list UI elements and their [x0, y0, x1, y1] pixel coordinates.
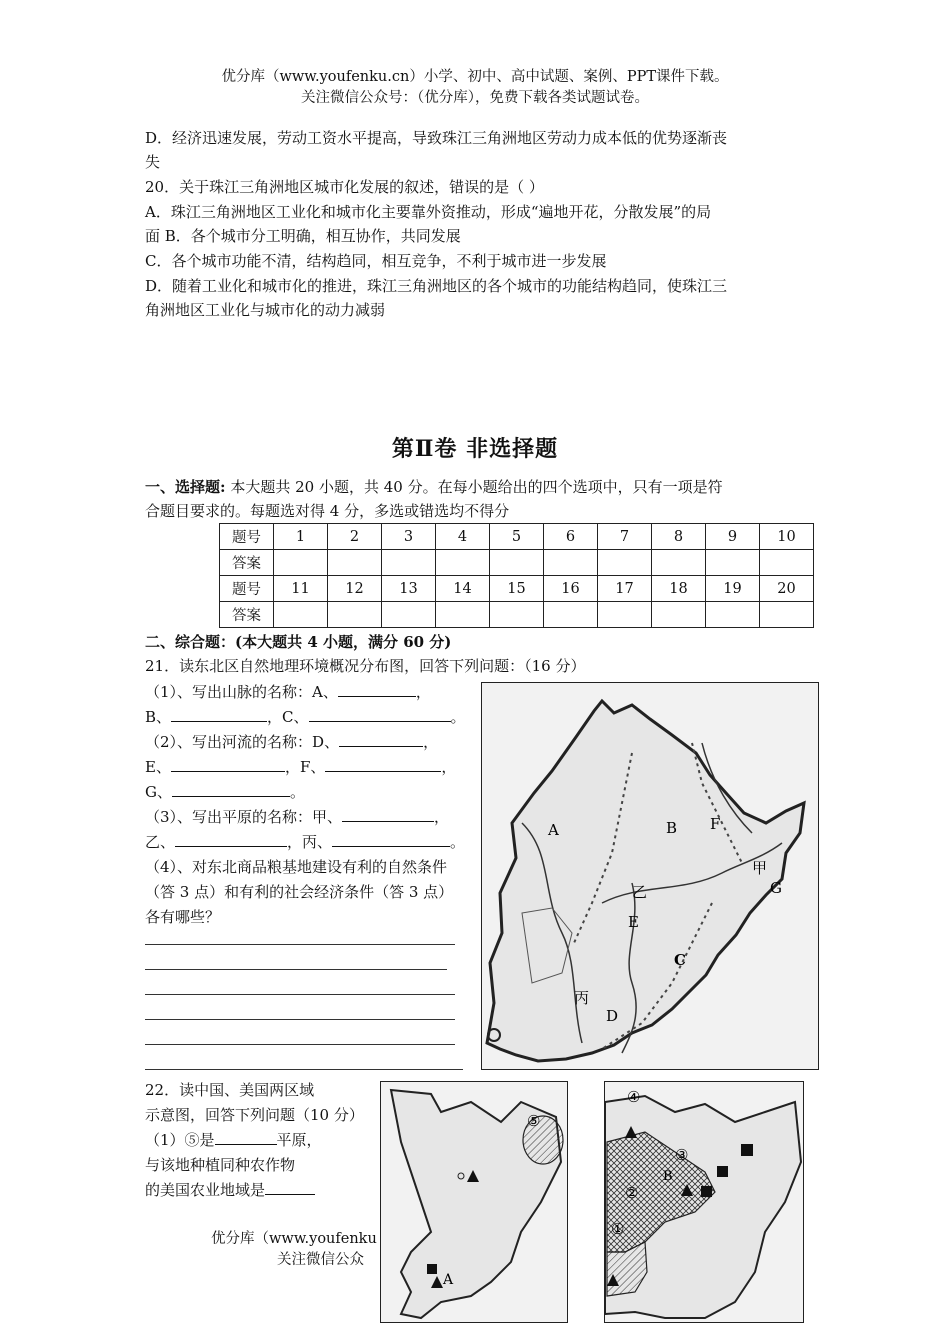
table-cell: 11 [274, 576, 328, 602]
q22-part1-line1 [145, 1128, 322, 1152]
section2-heading: 二、综合题：(本大题共 4 小题，满分 60 分) [145, 633, 452, 651]
table-cell: 3 [382, 524, 436, 550]
q21-part3-line1: （3）、写出平原的名称：甲、 ， [145, 805, 449, 829]
q19-option-d-line2: 失 [145, 153, 161, 171]
table-label-num: 题号 [220, 576, 274, 602]
answer-blank-a[interactable] [338, 680, 416, 697]
q21-part2-line1: （2）、写出河流的名称：D、 ， [145, 730, 438, 754]
table-cell: 20 [760, 576, 814, 602]
usa-map-drawing [605, 1082, 803, 1322]
answer-cell[interactable] [490, 602, 544, 628]
map-label-bing: 丙 [574, 989, 590, 1007]
table-label-num: 题号 [220, 524, 274, 550]
q21-part4-line3: 各有哪些？ [145, 908, 221, 926]
answer-cell[interactable] [328, 602, 382, 628]
answer-table [219, 523, 814, 628]
q20-option-a-line2: 面 B．各个城市分工明确，相互协作，共同发展 [145, 227, 461, 245]
map-label-f: F [710, 815, 721, 833]
table-label-ans: 答案 [220, 602, 274, 628]
answer-cell[interactable] [598, 602, 652, 628]
answer-cell[interactable] [706, 550, 760, 576]
answer-cell[interactable] [436, 602, 490, 628]
table-cell: 14 [436, 576, 490, 602]
answer-line[interactable] [145, 969, 447, 970]
q20-option-d-line2: 角洲地区工业化与城市化的动力减弱 [145, 301, 386, 319]
part2-title: 第Ⅱ卷 非选择题 [391, 436, 559, 462]
map-label-yi: 乙 [632, 883, 648, 901]
table-cell: 7 [598, 524, 652, 550]
answer-cell[interactable] [274, 602, 328, 628]
map-label-circle4: ④ [627, 1088, 641, 1106]
answer-blank-f[interactable] [325, 755, 441, 772]
table-cell: 12 [328, 576, 382, 602]
q21-label-e: E、 [145, 758, 171, 776]
q21-part1-line1: （1）、写出山脉的名称：A、 ， [145, 680, 431, 704]
northeast-map-drawing [482, 683, 818, 1069]
q21-part3-label: （3）、写出平原的名称：甲、 [145, 808, 343, 826]
china-map-drawing [381, 1082, 567, 1322]
q22-stem-line1: 22．读中国、美国两区域 [145, 1081, 315, 1099]
answer-cell[interactable] [760, 550, 814, 576]
q20-option-d-line1: D．随着工业化和城市化的推进，珠江三角洲地区的各个城市的功能结构趋同，使珠江三 [145, 277, 728, 295]
answer-blank-region[interactable] [265, 1178, 315, 1195]
q21-part1-line2: B、 ，C、 。 [145, 705, 466, 729]
footer-line-2: 关注微信公众 [277, 1252, 364, 1268]
answer-cell[interactable] [544, 602, 598, 628]
q20-stem: 20．关于珠江三角洲地区城市化发展的叙述，错误的是（ ） [145, 178, 544, 196]
q21-part2-line3: G、 。 [145, 780, 305, 804]
section1-line2: 合题目要求的。每题选对得 4 分，多选或错选均不得分 [145, 502, 510, 520]
map-label-a: A [548, 821, 559, 839]
header-line-2: 关注微信公众号：（优分库），免费下载各类试题试卷。 [301, 90, 649, 106]
answer-cell[interactable] [274, 550, 328, 576]
answer-cell[interactable] [652, 550, 706, 576]
mineral-square [701, 1186, 712, 1197]
q21-label-f: ，F、 [284, 758, 326, 776]
answer-line[interactable] [145, 944, 455, 945]
answer-cell[interactable] [328, 550, 382, 576]
map-label-circle1: ① [611, 1220, 625, 1238]
answer-blank-jia[interactable] [342, 805, 434, 822]
q21-part1-label: （1）、写出山脉的名称：A、 [145, 683, 338, 701]
q22-part1-line3 [145, 1178, 315, 1202]
mineral-square [717, 1166, 728, 1177]
table-cell: 18 [652, 576, 706, 602]
answer-table-row [220, 602, 814, 628]
map-label-circle5: ⑤ [527, 1112, 541, 1130]
q21-label-b: B、 [145, 708, 172, 726]
table-cell: 4 [436, 524, 490, 550]
answer-cell[interactable] [598, 550, 652, 576]
answer-table-row [220, 524, 814, 550]
table-cell: 5 [490, 524, 544, 550]
q22-part1-line2: 与该地种植同种农作物 [145, 1156, 296, 1174]
answer-cell[interactable] [652, 602, 706, 628]
q21-part3-line2: 乙、 ，丙、 。 [145, 830, 465, 854]
answer-blank-plain[interactable] [215, 1128, 277, 1145]
map-label-a2: A [443, 1272, 454, 1288]
section1-line1 [145, 475, 723, 499]
answer-cell[interactable] [544, 550, 598, 576]
q22-part1-line3-label: 的美国农业地域是 [145, 1181, 266, 1199]
q21-label-c: ，C、 [267, 708, 309, 726]
answer-cell[interactable] [706, 602, 760, 628]
map-label-b: B [666, 819, 678, 837]
map-label-c: C [674, 951, 686, 969]
header-line-1: 优分库（www.youfenku.cn）小学、初中、高中试题、案例、PPT课件下载。 [221, 69, 729, 85]
q21-label-bing: ，丙、 [287, 833, 333, 851]
answer-cell[interactable] [436, 550, 490, 576]
table-cell: 16 [544, 576, 598, 602]
usa-region-map [604, 1081, 804, 1323]
q21-label-yi: 乙、 [145, 833, 176, 851]
map-label-circle2: ② [625, 1184, 639, 1202]
answer-cell[interactable] [382, 550, 436, 576]
q20-option-c: C．各个城市功能不清，结构趋同，相互竞争，不利于城市进一步发展 [145, 252, 607, 270]
q21-part4-line2: （答 3 点）和有利的社会经济条件（答 3 点） [145, 883, 454, 901]
answer-blank-b[interactable] [171, 705, 267, 722]
answer-blank-e[interactable] [171, 755, 285, 772]
answer-table-row [220, 550, 814, 576]
answer-line[interactable] [145, 1069, 463, 1070]
q21-part4-line1: （4）、对东北商品粮基地建设有利的自然条件 [145, 858, 448, 876]
map-label-g: G [770, 879, 782, 897]
northeast-china-map [481, 682, 819, 1070]
table-cell: 6 [544, 524, 598, 550]
answer-blank-yi[interactable] [175, 830, 287, 847]
mineral-square [741, 1144, 753, 1156]
table-cell: 13 [382, 576, 436, 602]
table-cell: 9 [706, 524, 760, 550]
table-cell: 8 [652, 524, 706, 550]
map-label-jia: 甲 [752, 859, 768, 877]
mineral-square [427, 1264, 437, 1274]
q22-part1-label: （1）⑤是 [145, 1131, 215, 1149]
answer-table-row [220, 576, 814, 602]
table-cell: 17 [598, 576, 652, 602]
answer-blank-d[interactable] [339, 730, 423, 747]
q21-label-g: G、 [145, 783, 172, 801]
section1-heading: 一、选择题: [145, 478, 226, 496]
q21-part2-label: （2）、写出河流的名称：D、 [145, 733, 340, 751]
table-cell: 19 [706, 576, 760, 602]
answer-line[interactable] [145, 1019, 455, 1020]
answer-line[interactable] [145, 994, 455, 995]
map-label-circle3: ③ [675, 1146, 689, 1164]
answer-cell[interactable] [760, 602, 814, 628]
answer-blank-g[interactable] [172, 780, 290, 797]
table-cell: 1 [274, 524, 328, 550]
q19-option-d-line1: D．经济迅速发展，劳动工资水平提高，导致珠江三角洲地区劳动力成本低的优势逐渐丧 [145, 129, 728, 147]
table-label-ans: 答案 [220, 550, 274, 576]
table-cell: 2 [328, 524, 382, 550]
table-cell: 10 [760, 524, 814, 550]
q21-part2-line2: E、 ，F、 ， [145, 755, 456, 779]
q21-stem: 21．读东北区自然地理环境概况分布图，回答下列问题：（16 分） [145, 657, 586, 675]
region-outline [487, 701, 804, 1061]
q20-option-a-line1: A．珠江三角洲地区工业化和城市化主要靠外资推动，形成“遍地开花，分散发展”的局 [145, 203, 712, 221]
answer-blank-bing[interactable] [332, 830, 450, 847]
q22-part1-suffix: 平原， [276, 1131, 322, 1149]
section1-text-1: 本大题共 20 小题，共 40 分。在每小题给出的四个选项中，只有一项是符 [230, 478, 723, 496]
china-region-map [380, 1081, 568, 1323]
answer-blank-c[interactable] [309, 705, 451, 722]
map-label-b2: B [663, 1169, 673, 1184]
q22-stem-line2: 示意图，回答下列问题（10 分） [145, 1106, 364, 1124]
answer-cell[interactable] [382, 602, 436, 628]
map-label-e: E [628, 913, 639, 931]
answer-line[interactable] [145, 1044, 455, 1045]
map-label-d: D [606, 1007, 619, 1025]
footer-line-1: 优分库（www.youfenku [211, 1231, 377, 1247]
table-cell: 15 [490, 576, 544, 602]
answer-cell[interactable] [490, 550, 544, 576]
